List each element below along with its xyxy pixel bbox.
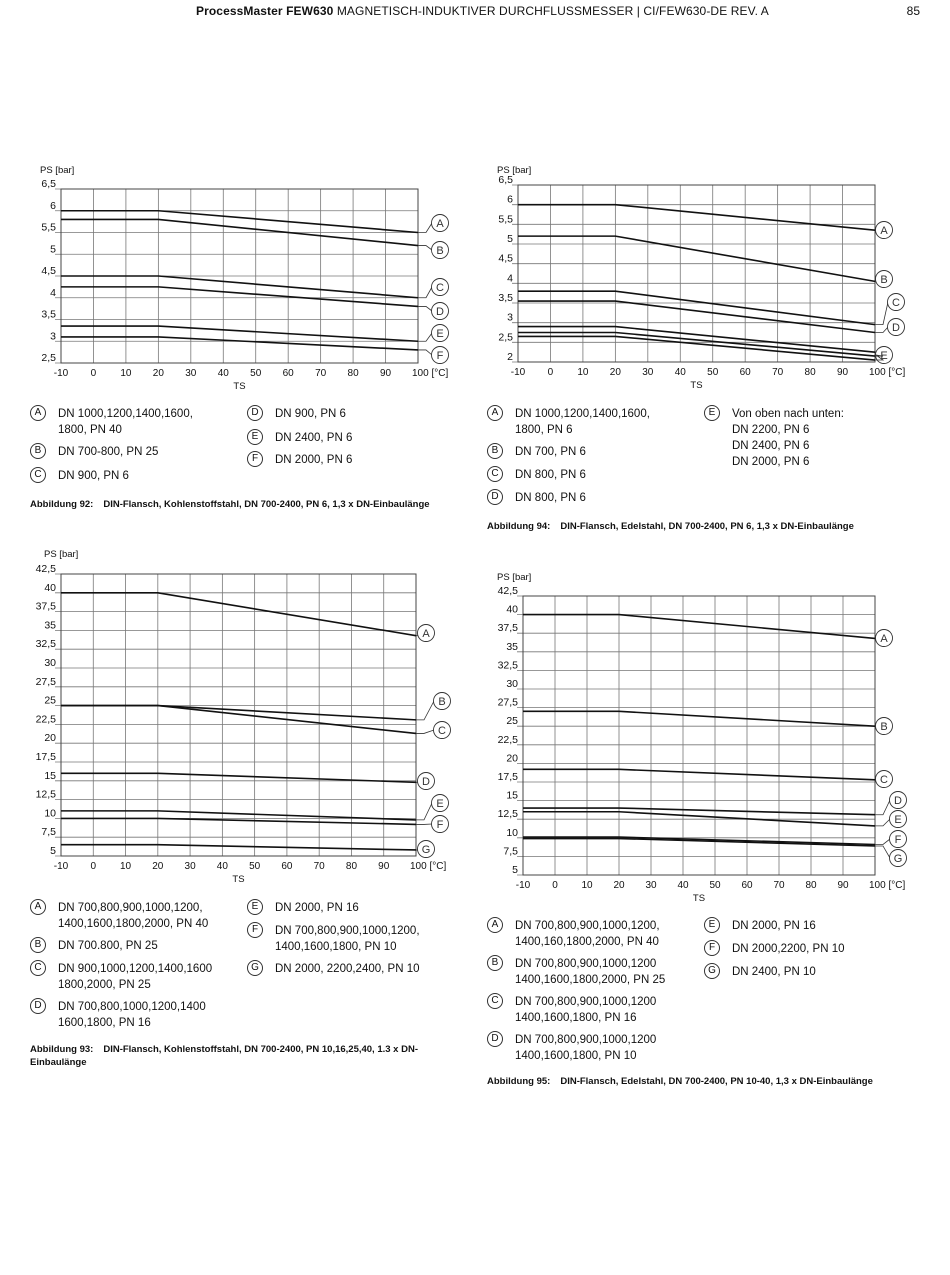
series-label: B [438, 696, 446, 708]
y-tick-label: 20 [44, 732, 56, 745]
legend-key-circle: B [487, 443, 503, 459]
series-label: G [893, 853, 903, 865]
x-tick-label: 70 [313, 861, 325, 872]
series-label: B [880, 721, 888, 733]
series-line-b [523, 711, 875, 726]
y-tick-label: 10 [44, 807, 56, 820]
y-tick-label: 5 [50, 845, 56, 857]
series-label: E [436, 798, 444, 810]
x-tick-label: 60 [741, 880, 753, 891]
x-tick-label: 100 [°C] [412, 368, 449, 379]
x-tick-label: 100 [°C] [869, 367, 906, 378]
legend-key-circle: A [487, 405, 503, 421]
series-label: C [892, 297, 900, 309]
figure-number: Abbildung 93: [30, 1044, 94, 1055]
x-tick-label: 0 [90, 368, 97, 379]
series-leader-line [875, 819, 890, 826]
y-tick-label: 25 [44, 694, 56, 707]
legend-key-circle: B [487, 955, 503, 971]
legend-text: DN 900, PN 6 [275, 408, 346, 420]
legend-key-circle: E [704, 405, 720, 421]
y-tick-label: 5 [507, 233, 513, 245]
y-tick-label: 27,5 [35, 675, 56, 688]
x-tick-label: 40 [217, 368, 229, 379]
legend-text: DN 700,800,900,1000,1200 1400,1600,1800, PN 16 [515, 996, 657, 1024]
series-leader-line [875, 846, 890, 858]
legend-text: DN 900,1000,1200,1400,1600 1800,2000, PN 25 [58, 963, 213, 991]
legend-key-circle: E [247, 899, 263, 915]
legend-text: DN 2400, PN 6 [275, 432, 353, 444]
document-subtitle: MAGNETISCH-INDUKTIVER DURCHFLUSSMESSER | CI/FEW630-DE REV. A [333, 4, 769, 18]
figure-number: Abbildung 94: [487, 521, 551, 532]
x-axis-label: TS [692, 893, 706, 904]
y-tick-label: 32,5 [35, 638, 56, 651]
series-line-c [523, 769, 875, 779]
legend-text: DN 700,800,900,1000,1200, 1400,1600,1800,2000, PN 40 [58, 902, 209, 930]
y-tick-label: 2,5 [498, 331, 513, 344]
series-label: A [880, 225, 888, 237]
legend-key-circle: F [247, 451, 263, 467]
series-label: E [436, 328, 444, 340]
legend-item-a [487, 918, 660, 950]
x-tick-label: 10 [120, 368, 132, 379]
y-tick-label: 2 [507, 351, 513, 363]
series-label: F [894, 834, 902, 846]
y-tick-label: 3,5 [41, 308, 56, 321]
x-tick-label: 100 [°C] [869, 880, 906, 891]
y-tick-label: 4 [507, 272, 513, 285]
y-tick-label: 42,5 [497, 585, 518, 597]
y-tick-label: 27,5 [497, 696, 518, 709]
y-tick-label: 5,5 [41, 221, 56, 234]
x-tick-label: 20 [609, 367, 621, 378]
x-tick-label: 90 [837, 880, 849, 891]
x-tick-label: 70 [772, 367, 784, 378]
x-axis-label: TS [232, 874, 245, 885]
x-tick-label: 10 [577, 367, 589, 378]
y-axis-label: PS [bar] [40, 165, 75, 176]
y-tick-label: 22,5 [497, 733, 518, 746]
y-axis-label: PS [bar] [44, 549, 79, 560]
x-tick-label: 70 [315, 368, 327, 379]
y-tick-label: 40 [44, 581, 56, 594]
legend-key-circle: D [487, 1031, 503, 1047]
x-tick-label: 70 [773, 880, 785, 891]
figure-caption-text: DIN-Flansch, Kohlenstoffstahl, DN 700-2400, PN 10,16,25,40, 1.3 x DN- Einbaulänge [30, 1044, 418, 1068]
y-tick-label: 42,5 [35, 563, 56, 575]
y-tick-label: 3 [50, 330, 56, 343]
y-tick-label: 32,5 [497, 659, 518, 672]
y-tick-label: 30 [506, 678, 518, 690]
y-tick-label: 4,5 [498, 252, 513, 265]
y-tick-label: 2,5 [41, 352, 56, 364]
y-tick-label: 35 [506, 640, 518, 653]
legend-key-circle: B [30, 937, 46, 953]
x-tick-label: 20 [152, 861, 164, 872]
figure-caption [487, 1075, 873, 1088]
legend-text: DN 2000, PN 16 [732, 920, 816, 932]
x-axis-label: TS [690, 380, 703, 391]
y-tick-label: 6,5 [498, 174, 513, 186]
legend-key-circle: G [247, 960, 263, 976]
legend-key-circle: E [247, 429, 263, 445]
x-tick-label: -10 [515, 880, 531, 891]
series-label: D [892, 322, 900, 334]
y-tick-label: 25 [506, 715, 518, 728]
y-tick-label: 7,5 [503, 845, 518, 858]
figure-number: Abbildung 95: [487, 1076, 551, 1087]
series-label: C [436, 282, 444, 294]
y-tick-label: 5 [512, 864, 518, 876]
product-name: ProcessMaster FEW630 [196, 4, 334, 18]
y-tick-label: 7,5 [41, 826, 56, 839]
x-tick-label: 50 [250, 368, 262, 379]
x-tick-label: 30 [184, 861, 196, 872]
figure-number: Abbildung 92: [30, 499, 94, 510]
y-tick-label: 6 [507, 193, 513, 206]
legend-key-circle: A [487, 917, 503, 933]
y-tick-label: 20 [506, 752, 518, 765]
legend-text: DN 700,800,900,1000,1200 1400,1600,1800, PN 10 [515, 1034, 657, 1062]
legend-text: DN 700, PN 6 [515, 446, 586, 458]
figure-caption-text: DIN-Flansch, Edelstahl, DN 700-2400, PN 6, 1,3 x DN-Einbaulänge [560, 521, 854, 532]
series-label: C [438, 725, 446, 737]
legend-text: DN 700-800, PN 25 [58, 446, 159, 458]
legend-key-circle: D [247, 405, 263, 421]
series-label: A [880, 633, 888, 645]
legend-item-g [704, 964, 816, 980]
legend-item-f [704, 941, 845, 957]
legend-key-circle: D [487, 489, 503, 505]
x-tick-label: 60 [739, 367, 751, 378]
y-tick-label: 5,5 [498, 213, 513, 226]
x-tick-label: -10 [53, 861, 69, 872]
x-tick-label: 60 [282, 368, 294, 379]
legend-item-d [487, 1032, 656, 1064]
x-tick-label: 80 [805, 880, 817, 891]
y-tick-label: 37,5 [497, 622, 518, 635]
x-tick-label: 80 [345, 861, 358, 872]
series-label: E [894, 814, 902, 826]
legend-key-circle: A [30, 899, 46, 915]
y-tick-label: 37,5 [35, 600, 56, 613]
y-tick-label: 12,5 [35, 788, 56, 801]
series-label: A [422, 628, 430, 640]
legend-text: DN 900, PN 6 [58, 470, 129, 482]
legend-text: DN 700,800,900,1000,1200 1400,1600,1800,2000, PN 25 [515, 958, 666, 986]
x-tick-label: 30 [645, 880, 657, 891]
y-tick-label: 22,5 [35, 713, 56, 726]
legend-text: DN 700.800, PN 25 [58, 940, 158, 952]
x-tick-label: 10 [581, 880, 593, 891]
legend-text: DN 2000, 2200,2400, PN 10 [275, 963, 420, 975]
y-axis-label: PS [bar] [497, 572, 532, 583]
series-label: B [436, 245, 444, 257]
figure-caption-text: DIN-Flansch, Edelstahl, DN 700-2400, PN 10-40, 1,3 x DN-Einbaulänge [560, 1076, 873, 1087]
legend-text: DN 700,800,900,1000,1200, 1400,160,1800,2000, PN 40 [515, 920, 660, 948]
legend-text: DN 2000, PN 6 [275, 454, 353, 466]
x-tick-label: -10 [510, 367, 526, 378]
y-tick-label: 6 [50, 199, 56, 212]
y-tick-label: 17,5 [497, 771, 518, 783]
legend-key-circle: E [704, 917, 720, 933]
x-tick-label: 50 [249, 861, 261, 872]
x-tick-label: 0 [552, 880, 558, 891]
x-tick-label: 60 [281, 861, 293, 872]
y-tick-label: 40 [506, 603, 518, 616]
legend-text: DN 2000,2200, PN 10 [732, 943, 845, 955]
y-tick-label: 4 [50, 286, 56, 299]
series-label: F [436, 819, 444, 831]
x-tick-label: 0 [90, 861, 97, 872]
legend-key-circle: D [30, 998, 46, 1014]
y-tick-label: 35 [44, 619, 56, 632]
series-leader-line [875, 800, 890, 815]
series-label: D [422, 776, 430, 788]
x-axis-label: TS [233, 381, 246, 392]
series-label: A [436, 218, 444, 230]
legend-text: DN 800, PN 6 [515, 492, 586, 504]
legend-text: DN 700,800,1000,1200,1400 1600,1800, PN 16 [58, 1001, 206, 1029]
x-tick-label: 100 [°C] [410, 861, 447, 872]
x-tick-label: 30 [185, 368, 197, 379]
legend-text: DN 1000,1200,1400,1600, 1800, PN 6 [515, 408, 650, 436]
legend-text: DN 2400, PN 10 [732, 966, 816, 978]
x-tick-label: 90 [378, 861, 390, 872]
series-label: D [436, 306, 444, 318]
x-tick-label: 50 [709, 880, 721, 891]
x-tick-label: 80 [347, 368, 359, 379]
series-leader-line [875, 839, 890, 844]
x-tick-label: 90 [836, 367, 849, 378]
legend-key-circle: F [247, 922, 263, 938]
x-tick-label: 40 [216, 861, 228, 872]
series-label: E [880, 350, 888, 362]
legend-item-e [704, 918, 816, 934]
y-tick-label: 15 [44, 769, 56, 782]
legend-text: DN 800, PN 6 [515, 469, 586, 481]
legend-key-circle: A [30, 405, 46, 421]
x-tick-label: 10 [119, 861, 132, 872]
legend-item-c [487, 994, 656, 1026]
y-tick-label: 10 [506, 826, 518, 839]
x-tick-label: 50 [707, 367, 719, 378]
x-tick-label: 40 [677, 880, 689, 891]
legend-item-b [487, 956, 665, 988]
y-tick-label: 12,5 [497, 808, 518, 821]
y-tick-label: 3 [507, 311, 513, 324]
plot-frame [523, 596, 875, 875]
page-number: 85 [906, 4, 920, 18]
figure-caption-text: DIN-Flansch, Kohlenstoffstahl, DN 700-2400, PN 6, 1,3 x DN-Einbaulänge [103, 499, 430, 510]
legend-text: DN 2000, PN 16 [275, 902, 359, 914]
legend-key-circle: C [30, 960, 46, 976]
legend-key-circle: F [704, 940, 720, 956]
x-tick-label: 80 [804, 367, 816, 378]
y-tick-label: 4,5 [41, 265, 56, 277]
x-tick-label: 20 [152, 368, 164, 379]
legend-key-circle: G [704, 963, 720, 979]
x-tick-label: 90 [379, 368, 392, 379]
x-tick-label: 30 [642, 367, 654, 378]
legend-key-circle: C [487, 993, 503, 1009]
series-label: F [436, 350, 444, 362]
legend-text: DN 700,800,900,1000,1200, 1400,1600,1800, PN 10 [275, 925, 420, 953]
y-tick-label: 3,5 [498, 292, 513, 304]
x-tick-label: -10 [53, 368, 69, 379]
legend-text: DN 1000,1200,1400,1600, 1800, PN 40 [58, 408, 193, 436]
x-tick-label: 40 [674, 367, 686, 378]
series-label: C [880, 774, 888, 786]
x-tick-label: 0 [547, 367, 554, 378]
series-label: G [421, 844, 431, 856]
legend-key-circle: C [487, 466, 503, 482]
y-tick-label: 15 [506, 789, 518, 802]
legend-key-circle: B [30, 443, 46, 459]
y-tick-label: 5 [50, 243, 56, 256]
legend-text: Von oben nach unten: DN 2200, PN 6 DN 2400, PN 6 DN 2000, PN 6 [732, 408, 844, 468]
series-label: D [894, 795, 902, 807]
y-tick-label: 6,5 [41, 178, 56, 190]
series-label: B [880, 274, 888, 286]
x-tick-label: 20 [613, 880, 625, 891]
series-line-a [523, 615, 875, 639]
y-axis-label: PS [bar] [497, 165, 532, 176]
legend-key-circle: C [30, 467, 46, 483]
y-tick-label: 30 [44, 657, 56, 669]
y-tick-label: 17,5 [35, 751, 56, 763]
